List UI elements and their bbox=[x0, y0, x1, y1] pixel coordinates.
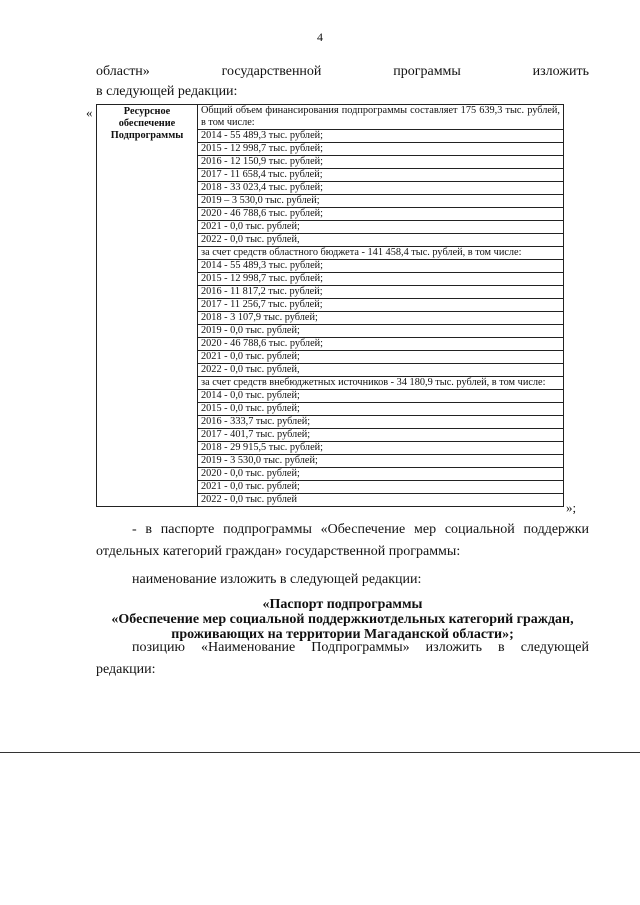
intro-word: программы bbox=[393, 64, 461, 79]
funding-row: 2018 - 33 023,4 тыс. рублей; bbox=[198, 182, 563, 195]
funding-row: 2014 - 55 489,3 тыс. рублей; bbox=[198, 130, 563, 143]
amendment-paragraph: - в паспорте подпрограммы «Обеспечение мер социальной поддержки отдельных категорий граждан» государственной программы: bbox=[96, 522, 589, 559]
funding-row: 2020 - 46 788,6 тыс. рублей; bbox=[198, 208, 563, 221]
funding-row: 2019 – 3 530,0 тыс. рублей; bbox=[198, 195, 563, 208]
funding-row: 2022 - 0,0 тыс. рублей, bbox=[198, 234, 563, 247]
resource-label-cell bbox=[97, 105, 198, 507]
label-line: Подпрограммы bbox=[110, 130, 184, 141]
intro-line-2: в следующей редакции: bbox=[96, 84, 238, 99]
funding-row: 2021 - 0,0 тыс. рублей; bbox=[198, 221, 563, 234]
page-number: 4 bbox=[317, 30, 323, 44]
funding-row: 2018 - 29 915,5 тыс. рублей; bbox=[198, 442, 563, 455]
funding-row: за счет средств областного бюджета - 141 458,4 тыс. рублей, в том числе: bbox=[198, 247, 563, 260]
funding-row: 2014 - 55 489,3 тыс. рублей; bbox=[198, 260, 563, 273]
intro-line bbox=[96, 64, 589, 80]
label-line: Ресурсное bbox=[123, 106, 171, 117]
funding-row: 2014 - 0,0 тыс. рублей; bbox=[198, 390, 563, 403]
funding-row: 2017 - 401,7 тыс. рублей; bbox=[198, 429, 563, 442]
funding-row: 2015 - 12 998,7 тыс. рублей; bbox=[198, 273, 563, 286]
instruction-paragraph: наименование изложить в следующей редакции: bbox=[132, 572, 422, 587]
funding-row: 2015 - 12 998,7 тыс. рублей; bbox=[198, 143, 563, 156]
funding-row: 2017 - 11 658,4 тыс. рублей; bbox=[198, 169, 563, 182]
resource-table bbox=[96, 104, 564, 507]
resource-content-cell bbox=[198, 105, 564, 507]
funding-row: 2020 - 46 788,6 тыс. рублей; bbox=[198, 338, 563, 351]
label-line: обеспечение bbox=[118, 118, 176, 129]
close-quote: »; bbox=[566, 500, 577, 515]
funding-row: 2022 - 0,0 тыс. рублей, bbox=[198, 364, 563, 377]
funding-row: 2019 - 0,0 тыс. рублей; bbox=[198, 325, 563, 338]
funding-row: 2018 - 3 107,9 тыс. рублей; bbox=[198, 312, 563, 325]
intro-word: государственной bbox=[221, 64, 322, 79]
passport-title: «Паспорт подпрограммы bbox=[262, 597, 423, 612]
subprogram-title: «Обеспечение мер социальной поддержкиотдельных категорий граждан, проживающих на территории Магаданской области»; bbox=[111, 612, 574, 642]
funding-row: 2015 - 0,0 тыс. рублей; bbox=[198, 403, 563, 416]
funding-row: 2017 - 11 256,7 тыс. рублей; bbox=[198, 299, 563, 312]
intro-word: областн» bbox=[96, 64, 150, 79]
funding-row: 2016 - 11 817,2 тыс. рублей; bbox=[198, 286, 563, 299]
funding-row: Общий объем финансирования подпрограммы составляет 175 639,3 тыс. рублей, в том числе: bbox=[198, 105, 563, 130]
funding-row: за счет средств внебюджетных источников - 34 180,9 тыс. рублей, в том числе: bbox=[198, 377, 563, 390]
funding-row: 2019 - 3 530,0 тыс. рублей; bbox=[198, 455, 563, 468]
open-quote: « bbox=[86, 105, 93, 120]
position-paragraph: позицию «Наименование Подпрограммы» изложить в следующей редакции: bbox=[96, 640, 589, 677]
funding-row: 2022 - 0,0 тыс. рублей bbox=[201, 494, 297, 505]
funding-row: 2016 - 12 150,9 тыс. рублей; bbox=[198, 156, 563, 169]
funding-row: 2020 - 0,0 тыс. рублей; bbox=[198, 468, 563, 481]
footer-rule bbox=[0, 752, 640, 753]
funding-row: 2021 - 0,0 тыс. рублей; bbox=[198, 481, 563, 494]
funding-row: 2021 - 0,0 тыс. рублей; bbox=[198, 351, 563, 364]
funding-row: 2016 - 333,7 тыс. рублей; bbox=[198, 416, 563, 429]
intro-word: изложить bbox=[532, 64, 589, 79]
